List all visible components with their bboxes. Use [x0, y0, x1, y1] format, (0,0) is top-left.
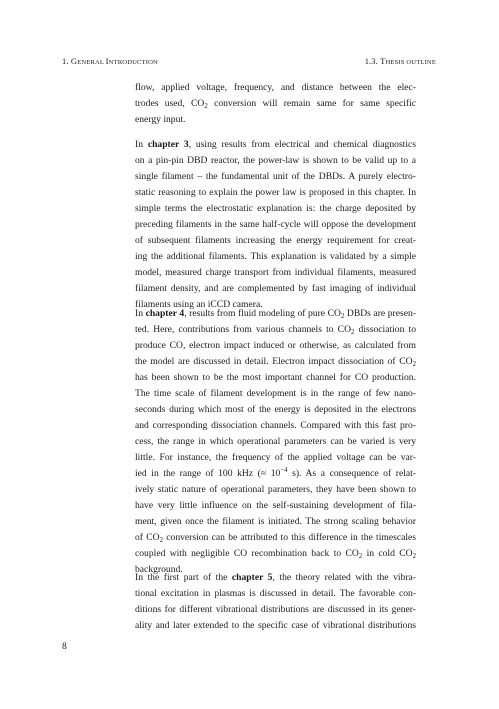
text-line: coupled with negligible CO recombination back to $CO_2$ in cold $CO_2$ — [135, 548, 416, 560]
text-line: seconds during which most of the energy is deposited in the electrons — [135, 404, 416, 415]
paragraph-chapter-3 — [135, 137, 416, 313]
text-line: of subsequent filaments increasing the energy requirement for creat- — [135, 235, 416, 246]
text-line: In chapter 4, results from fluid modeling of pure $CO_2$ DBDs are presen- — [135, 308, 416, 320]
text-line: trodes used, $CO_2$ conversion will remain same for same specific — [135, 98, 416, 110]
text-line: filament density, and are complemented by fast imaging of individual — [135, 283, 416, 294]
text-line: background. — [135, 564, 183, 575]
text-line: of $CO_2$ conversion can be attributed to this difference in the timescales — [135, 532, 417, 544]
header-section-title: 1.3. THESIS OUTLINE — [364, 56, 436, 66]
text-line: energy input. — [135, 114, 186, 125]
text-line: has been shown to be the most important channel for CO production. — [135, 372, 416, 383]
text-line: ied in the range of 100 kHz (≈ $10^{-4}$ s). As a consequence of relat- — [135, 467, 416, 479]
paragraph-continuation — [135, 80, 416, 128]
text-line: In chapter 3, using results from electrical and chemical diagnostics — [135, 139, 417, 150]
text-line: ditions for different vibrational distributions are discussed in its gener- — [135, 604, 416, 615]
paragraph-chapter-4 — [135, 306, 416, 578]
text-line: have very little influence on the self-sustaining development of fila- — [135, 500, 416, 511]
text-line: single filament – the fundamental unit of the DBDs. A purely electro- — [135, 171, 416, 182]
text-line: and corresponding dissociation channels. Compared with this fast pro- — [135, 420, 416, 431]
text-line: simple terms the electrostatic explanation is: the charge deposited by — [135, 203, 416, 214]
text-line: produce CO, electron impact induced or otherwise, as calculated from — [135, 340, 416, 351]
text-line: ively static nature of operational parameters, they have been shown to — [135, 484, 416, 495]
text-line: little. For instance, the frequency of the applied voltage can be var- — [135, 452, 416, 463]
text-line: cess, the range in which operational parameters can be varied is very — [135, 436, 416, 447]
text-line: ing the additional filaments. This explanation is validated by a simple — [135, 251, 416, 262]
page-number: 8 — [62, 641, 67, 652]
text-line: preceding filaments in the same half-cycle will oppose the development — [135, 219, 416, 230]
text-line: In the first part of the chapter 5, the theory related with the vibra- — [135, 572, 416, 583]
running-header — [62, 56, 436, 66]
text-line: tional excitation in plasmas is discussed in detail. The favorable con- — [135, 588, 416, 599]
text-line: ality and later extended to the specific case of vibrational distributions — [135, 620, 416, 631]
header-chapter-title: 1. GENERAL INTRODUCTION — [62, 56, 158, 66]
text-line: static reasoning to explain the power law is proposed in this chapter. In — [135, 187, 416, 198]
text-line: ted. Here, contributions from various channels to $CO_2$ dissociation to — [135, 324, 416, 336]
text-line: ment, given once the filament is initiated. The strong scaling behavior — [135, 516, 416, 527]
text-line: flow, applied voltage, frequency, and distance between the elec- — [135, 82, 416, 93]
text-line: The time scale of filament development is in the range of few nano- — [135, 388, 416, 399]
text-line: on a pin-pin DBD reactor, the power-law is shown to be valid up to a — [135, 155, 416, 166]
paragraph-chapter-5 — [135, 570, 416, 634]
text-line: filaments using an iCCD camera. — [135, 299, 263, 310]
text-line: the model are discussed in detail. Electron impact dissociation of $CO_2$ — [135, 356, 416, 368]
text-line: model, measured charge transport from individual filaments, measured — [135, 267, 416, 278]
